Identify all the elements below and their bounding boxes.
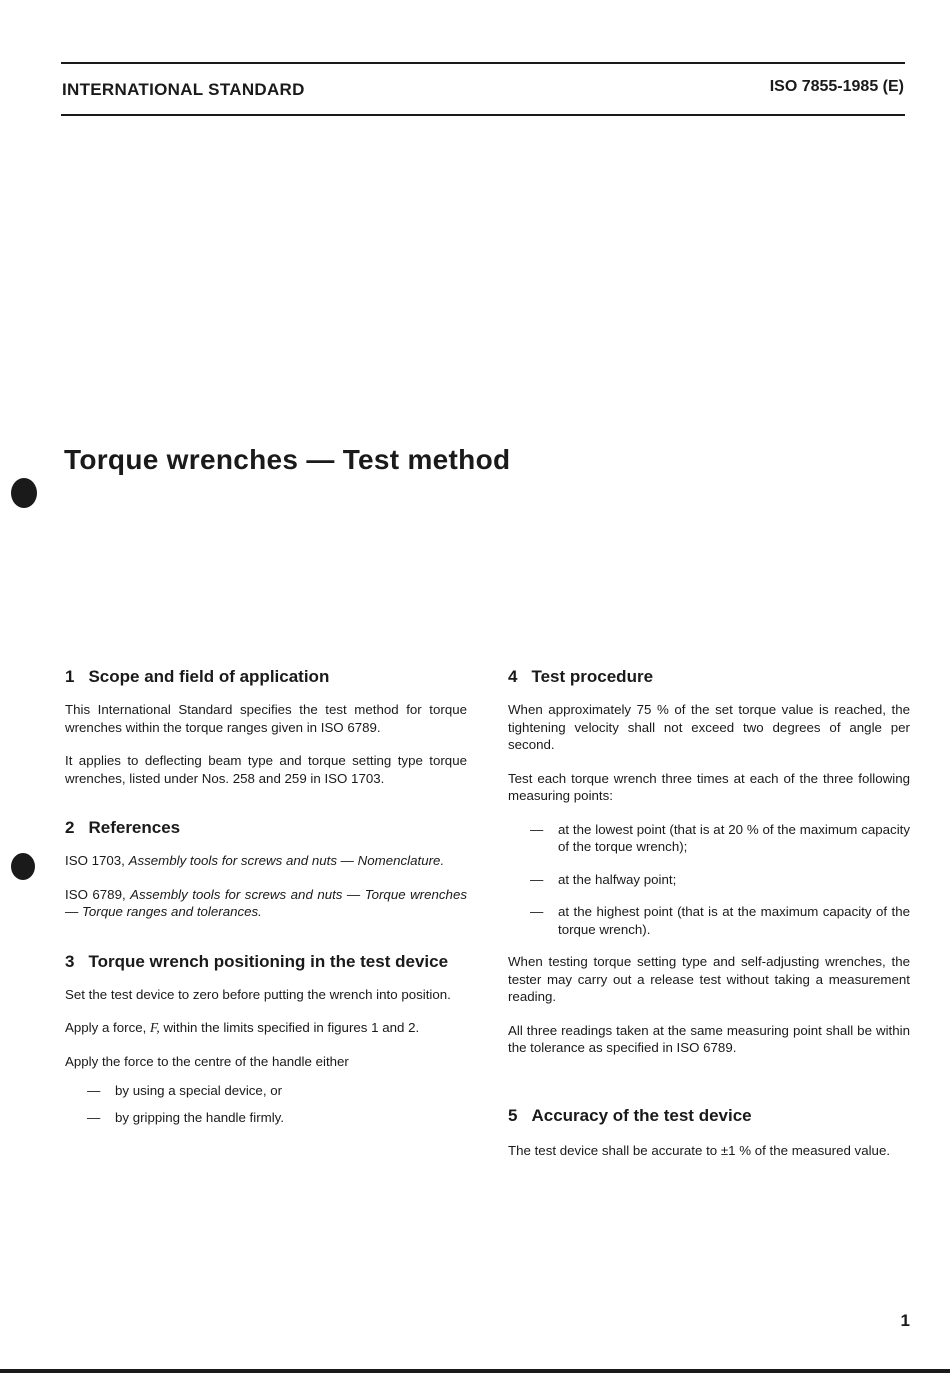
dash-marker: —: [87, 1109, 101, 1125]
section-title: Scope and field of application: [88, 667, 330, 686]
header-standard-label: INTERNATIONAL STANDARD: [62, 80, 305, 99]
list-item: [530, 903, 910, 938]
section-number: 4: [508, 667, 518, 686]
paragraph: [65, 1019, 467, 1037]
paragraph-text: Apply a force,: [65, 1020, 147, 1035]
header-document-id: ISO 7855-1985 (E): [769, 78, 904, 95]
section-heading: [508, 1105, 910, 1126]
section-references: [65, 817, 467, 921]
dash-marker: —: [530, 904, 544, 919]
reference-entry: [65, 886, 467, 921]
section-number: 1: [65, 667, 75, 686]
paragraph-text: within the limits specified in figures 1 and 2.: [163, 1020, 420, 1035]
list-item: [87, 1082, 467, 1100]
section-title: Test procedure: [531, 667, 654, 686]
section-test-procedure: [508, 666, 910, 1057]
section-heading: [65, 666, 467, 687]
section-heading: [65, 817, 467, 838]
section-heading: [508, 666, 910, 687]
document-title: Torque wrenches — Test method: [64, 444, 511, 475]
paragraph: Apply the force to the centre of the handle either: [65, 1053, 349, 1069]
punch-hole-mark: [11, 853, 35, 880]
list-item-text: at the highest point (that is at the maximum capacity of the torque wrench).: [558, 904, 910, 937]
section-number: 5: [508, 1105, 518, 1125]
section-accuracy: [508, 1105, 910, 1160]
footer-rule: [0, 1369, 950, 1373]
paragraph: The test device shall be accurate to ±1 % of the measured value.: [508, 1142, 891, 1158]
list-item: [530, 871, 910, 889]
paragraph: When approximately 75 % of the set torque value is reached, the tightening velocity shall not exceed two degrees of angle per second.: [508, 702, 910, 752]
force-variable: F,: [150, 1020, 160, 1035]
section-title: Torque wrench positioning in the test device: [88, 951, 449, 971]
header-top-rule: [61, 62, 905, 64]
list-item-text: at the halfway point;: [558, 871, 677, 887]
paragraph: Set the test device to zero before putting the wrench into position.: [65, 986, 451, 1002]
paragraph: All three readings taken at the same measuring point shall be within the tolerance as specified in ISO 6789.: [508, 1022, 910, 1055]
section-positioning: [65, 951, 467, 1127]
dash-list: [508, 821, 910, 939]
right-column: [508, 666, 910, 1175]
paragraph: Test each torque wrench three times at each of the three following measuring points:: [508, 770, 910, 803]
punch-hole-mark: [11, 478, 37, 508]
reference-code: ISO 6789,: [65, 886, 126, 902]
dash-marker: —: [530, 871, 544, 887]
reference-code: ISO 1703,: [65, 853, 125, 868]
section-number: 3: [65, 951, 75, 971]
list-item: [87, 1109, 467, 1127]
paragraph: This International Standard specifies the test method for torque wrenches within the torque ranges given in ISO 6789.: [65, 702, 467, 735]
dash-marker: —: [530, 821, 544, 837]
section-heading: [65, 951, 467, 972]
reference-title: Assembly tools for screws and nuts — Nomenclature.: [128, 853, 445, 868]
left-column: [65, 666, 467, 1135]
header-bottom-rule: [61, 114, 905, 116]
page-number: 1: [900, 1311, 910, 1330]
list-item-text: at the lowest point (that is at 20 % of the maximum capacity of the torque wrench);: [558, 821, 910, 854]
paragraph: When testing torque setting type and self-adjusting wrenches, the tester may carry out a release test without taking a measurement reading.: [508, 954, 910, 1004]
dash-list: [65, 1082, 467, 1126]
section-number: 2: [65, 818, 75, 837]
dash-marker: —: [87, 1083, 101, 1098]
section-scope: [65, 666, 467, 787]
section-title: References: [88, 818, 181, 837]
list-item-text: by using a special device, or: [115, 1083, 283, 1098]
paragraph: It applies to deflecting beam type and torque setting type torque wrenches, listed under Nos. 258 and 259 in ISO 1703.: [65, 753, 467, 786]
reference-entry: [65, 852, 467, 870]
reference-title: Assembly tools for screws and nuts — Torque wrenches — Torque ranges and tolerances.: [65, 886, 467, 919]
list-item: [530, 821, 910, 856]
list-item-text: by gripping the handle firmly.: [115, 1109, 285, 1125]
section-title: Accuracy of the test device: [531, 1105, 752, 1125]
